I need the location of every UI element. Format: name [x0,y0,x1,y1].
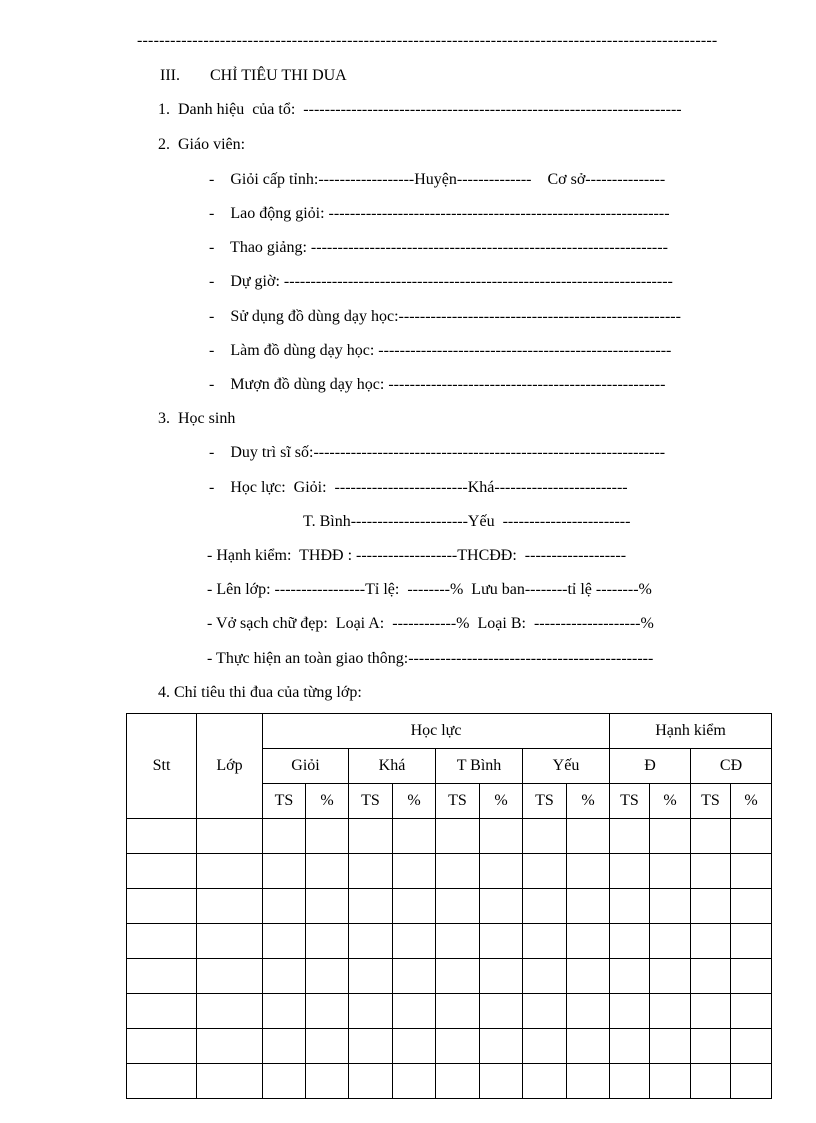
table-cell [691,1029,731,1064]
table-cell [523,1029,567,1064]
header-weak: Yếu [523,749,610,784]
table-cell [197,924,263,959]
table-cell [567,1064,610,1099]
table-cell [393,959,436,994]
header-ts: TS [610,784,650,819]
table-cell [306,854,349,889]
table-cell [306,819,349,854]
section-title: CHỈ TIÊU THI DUA [210,67,347,84]
table-cell [197,1064,263,1099]
item-3-students: 3. Học sinh [158,410,236,427]
table-cell [691,959,731,994]
header-conduct-fail: CĐ [691,749,772,784]
table-cell [349,924,393,959]
table-cell [480,994,523,1029]
table-cell [197,994,263,1029]
table-cell [610,1064,650,1099]
table-cell [263,889,306,924]
header-ts: TS [436,784,480,819]
teacher-line-class-observation: - Dự giờ: ------------------------------------------------------------------------- [209,273,673,290]
table-cell [349,1029,393,1064]
table-cell [349,889,393,924]
student-line-traffic-safety: - Thực hiện an toàn giao thông:---------------------------------------------- [207,650,654,667]
table-cell [349,819,393,854]
table-cell [127,854,197,889]
table-cell [610,924,650,959]
header-stt: Stt [127,714,197,819]
table-row [127,889,772,924]
table-cell [197,959,263,994]
table-cell [197,1029,263,1064]
table-cell [731,854,772,889]
teacher-line-good-labor: - Lao động giỏi: ---------------------------------------------------------------- [209,205,670,222]
header-ts: TS [263,784,306,819]
table-cell [127,959,197,994]
table-cell [197,819,263,854]
table-cell [610,819,650,854]
table-cell [393,889,436,924]
table-cell [567,924,610,959]
table-cell [127,994,197,1029]
table-cell [306,1064,349,1099]
table-cell [480,924,523,959]
student-line-academic-average: T. Bình----------------------Yếu ------------------------ [303,513,631,530]
header-conduct-pass: Đ [610,749,691,784]
table-cell [263,819,306,854]
table-cell [306,889,349,924]
header-pct: % [567,784,610,819]
item-4-class-targets: 4. Chỉ tiêu thi đua của từng lớp: [158,684,362,701]
table-cell [610,889,650,924]
table-cell [691,994,731,1029]
table-cell [127,924,197,959]
table-cell [263,1064,306,1099]
table-cell [436,1064,480,1099]
table-cell [127,1029,197,1064]
table-cell [349,1064,393,1099]
table-cell [393,854,436,889]
header-average: T Bình [436,749,523,784]
table-cell [349,959,393,994]
top-rule: --------------------------------------------------------------------------------------------------------- [137,32,718,49]
table-cell [197,854,263,889]
teacher-line-borrow-teaching-aids: - Mượn đồ dùng dạy học: ---------------------------------------------------- [209,376,666,393]
table-cell [263,854,306,889]
table-cell [691,1064,731,1099]
table-cell [650,1029,691,1064]
item-1-title-of-group: 1. Danh hiệu của tổ: ----------------------------------------------------------------------- [158,101,682,118]
table-cell [691,924,731,959]
table-cell [349,994,393,1029]
header-pct: % [480,784,523,819]
table-cell [610,959,650,994]
table-cell [523,994,567,1029]
header-academic: Học lực [263,714,610,749]
student-line-promotion: - Lên lớp: -----------------Tỉ lệ: --------% Lưu ban--------tỉ lệ --------% [207,581,652,598]
table-cell [567,854,610,889]
table-cell [731,889,772,924]
table-cell [650,889,691,924]
table-cell [127,889,197,924]
table-cell [393,1064,436,1099]
table-cell [523,1064,567,1099]
teacher-line-excellent-level: - Giỏi cấp tỉnh:------------------Huyện-------------- Cơ sở--------------- [209,171,666,188]
table-row [127,1029,772,1064]
table-cell [436,854,480,889]
table-cell [567,889,610,924]
table-cell [610,1029,650,1064]
section-number: III. [160,67,180,84]
header-excellent: Giỏi [263,749,349,784]
table-cell [650,1064,691,1099]
table-cell [691,854,731,889]
table-cell [650,994,691,1029]
header-pct: % [731,784,772,819]
table-row [127,854,772,889]
table-cell [731,924,772,959]
table-cell [691,819,731,854]
student-line-neat-notebook: - Vở sạch chữ đẹp: Loại A: ------------% Loại B: --------------------% [207,615,654,632]
table-cell [567,994,610,1029]
table-cell [263,1029,306,1064]
table-cell [393,924,436,959]
table-cell [523,889,567,924]
teacher-line-make-teaching-aids: - Làm đồ dùng dạy học: ------------------------------------------------------- [209,342,672,359]
header-conduct: Hạnh kiểm [610,714,772,749]
table-cell [306,994,349,1029]
table-cell [650,819,691,854]
table-cell [523,854,567,889]
table-cell [480,854,523,889]
table-cell [480,889,523,924]
table-cell [393,1029,436,1064]
table-cell [436,819,480,854]
table-row [127,1064,772,1099]
table-cell [650,924,691,959]
table-row [127,959,772,994]
table-cell [523,924,567,959]
table-cell [197,889,263,924]
item-2-teachers: 2. Giáo viên: [158,136,246,153]
table-cell [393,819,436,854]
header-ts: TS [691,784,731,819]
table-cell [523,959,567,994]
table-cell [393,994,436,1029]
teacher-line-use-teaching-aids: - Sử dụng đồ dùng dạy học:----------------------------------------------------- [209,308,681,325]
table-cell [610,854,650,889]
table-cell [480,819,523,854]
header-class: Lớp [197,714,263,819]
student-line-academic: - Học lực: Giỏi: -------------------------Khá------------------------- [209,479,628,496]
table-row [127,819,772,854]
table-cell [306,1029,349,1064]
table-row [127,924,772,959]
header-ts: TS [523,784,567,819]
header-ts: TS [349,784,393,819]
table-cell [650,854,691,889]
table-cell [263,994,306,1029]
table-cell [127,1064,197,1099]
table-cell [436,924,480,959]
table-cell [436,959,480,994]
table-cell [567,1029,610,1064]
table-cell [523,819,567,854]
table-cell [306,959,349,994]
table-cell [349,854,393,889]
table-cell [731,959,772,994]
table-cell [263,959,306,994]
table-cell [567,819,610,854]
table-cell [436,889,480,924]
table-cell [731,994,772,1029]
table-cell [127,819,197,854]
header-pct: % [306,784,349,819]
table-cell [436,1029,480,1064]
student-line-conduct: - Hạnh kiểm: THĐĐ : -------------------THCĐĐ: ------------------- [207,547,627,564]
table-cell [480,1064,523,1099]
table-cell [731,819,772,854]
header-pct: % [393,784,436,819]
table-cell [650,959,691,994]
class-targets-table [126,713,772,1099]
table-cell [480,1029,523,1064]
table-cell [306,924,349,959]
header-pct: % [650,784,691,819]
table-cell [610,994,650,1029]
table-cell [731,1029,772,1064]
table-cell [436,994,480,1029]
table-cell [731,1064,772,1099]
student-line-enrollment: - Duy trì sĩ số:------------------------------------------------------------------ [209,444,666,461]
teacher-line-demo-teaching: - Thao giảng: ------------------------------------------------------------------- [209,239,668,256]
table-cell [480,959,523,994]
table-row [127,994,772,1029]
table-cell [691,889,731,924]
header-good: Khá [349,749,436,784]
table-cell [263,924,306,959]
table-cell [567,959,610,994]
